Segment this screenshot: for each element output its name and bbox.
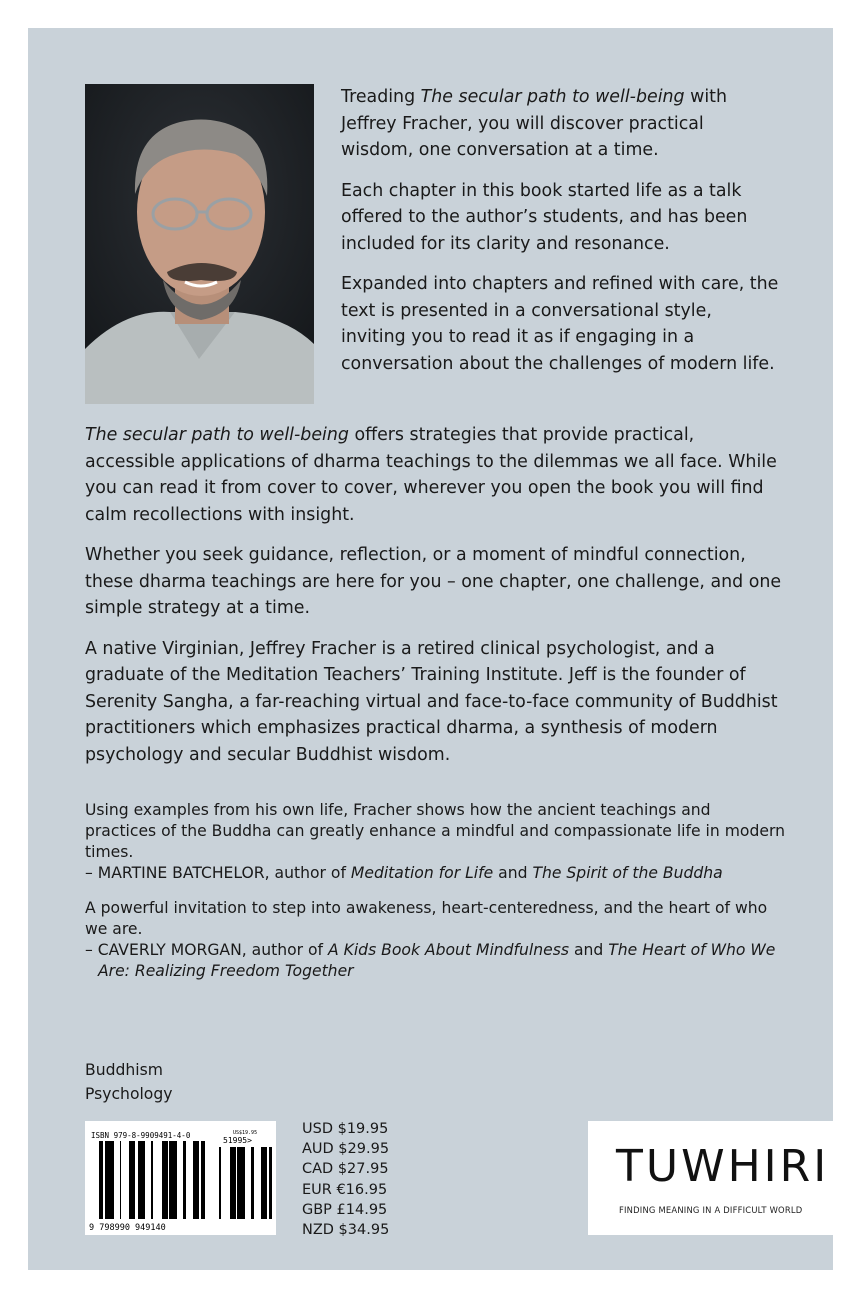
intro-text (341, 84, 781, 391)
isbn-text: ISBN 979-8-9909491-4-0 (91, 1131, 191, 1140)
barcode-bars (99, 1141, 205, 1219)
price-item: AUD $29.95 (302, 1141, 390, 1158)
barcode-digits: 9 798990 949140 (89, 1223, 166, 1233)
endorsement-quote: Using examples from his own life, Fracher shows how the ancient teachings and practices of the Buddha can greatly enhance a mindful and compassionate life in modern times. (85, 801, 785, 861)
description-paragraph-2: Whether you seek guidance, reflection, or a moment of mindful connection, these dharma teachings are here for you – one chapter, one challenge, and one simple strategy at a time. (85, 545, 782, 618)
addon-code-text: 51995> (223, 1136, 252, 1145)
endorsement-attribution: – MARTINE BATCHELOR, author of Meditation for Life and The Spirit of the Buddha (85, 864, 723, 882)
intro-paragraph-3: Expanded into chapters and refined with care, the text is presented in a conversational style, inviting you to read it as if engaging in a conversation about the challenges of modern life. (341, 274, 779, 374)
addon-bars (219, 1147, 272, 1219)
description-text (85, 422, 785, 782)
price-code-text: US$19.95 (233, 1130, 258, 1136)
author-photo (85, 84, 314, 404)
publisher-name: TUWHIRI (616, 1141, 830, 1192)
intro-paragraph-2: Each chapter in this book started life as a talk offered to the author’s students, and has been included for its clarity and resonance. (341, 180, 748, 254)
endorsement-quote: A powerful invitation to step into awakeness, heart-centeredness, and the heart of who we are. (85, 899, 768, 938)
isbn-barcode (85, 1121, 276, 1235)
category-label: Psychology (85, 1085, 173, 1103)
price-list (302, 1119, 389, 1240)
price-item: CAD $27.95 (302, 1161, 389, 1178)
price-item: USD $19.95 (302, 1121, 389, 1137)
endorsements (85, 800, 785, 996)
description-paragraph-1: The secular path to well-being offers strategies that provide practical, accessible applications of dharma teachings to the dilemmas we all face. While you can read it from cover to cover, wherever you open the book you will find calm recollections with insight. (85, 425, 777, 525)
publisher-logo (588, 1121, 861, 1235)
price-item: EUR €16.95 (302, 1181, 388, 1198)
price-item: GBP £14.95 (302, 1201, 388, 1218)
intro-paragraph-1: Treading The secular path to well-being with Jeffrey Fracher, you will discover practical wisdom, one conversation at a time. (341, 87, 728, 160)
subject-categories (85, 1058, 172, 1106)
price-item: NZD $34.95 (302, 1222, 390, 1239)
endorsement-attribution: – CAVERLY MORGAN, author of A Kids Book About Mindfulness and The Heart of Who We Are: Realizing Freedom Together (85, 941, 776, 980)
publisher-tagline: FINDING MEANING IN A DIFFICULT WORLD (619, 1205, 803, 1215)
author-bio: A native Virginian, Jeffrey Fracher is a retired clinical psychologist, and a graduate of the Meditation Teachers’ Training Institute. Jeff is the founder of Serenity Sangha, a far-reaching virtual and face-to-face community of Buddhist practitioners which emphasizes practical dharma, a synthesis of modern psychology and secular Buddhist wisdom. (85, 638, 778, 765)
category-label: Buddhism (85, 1061, 163, 1079)
